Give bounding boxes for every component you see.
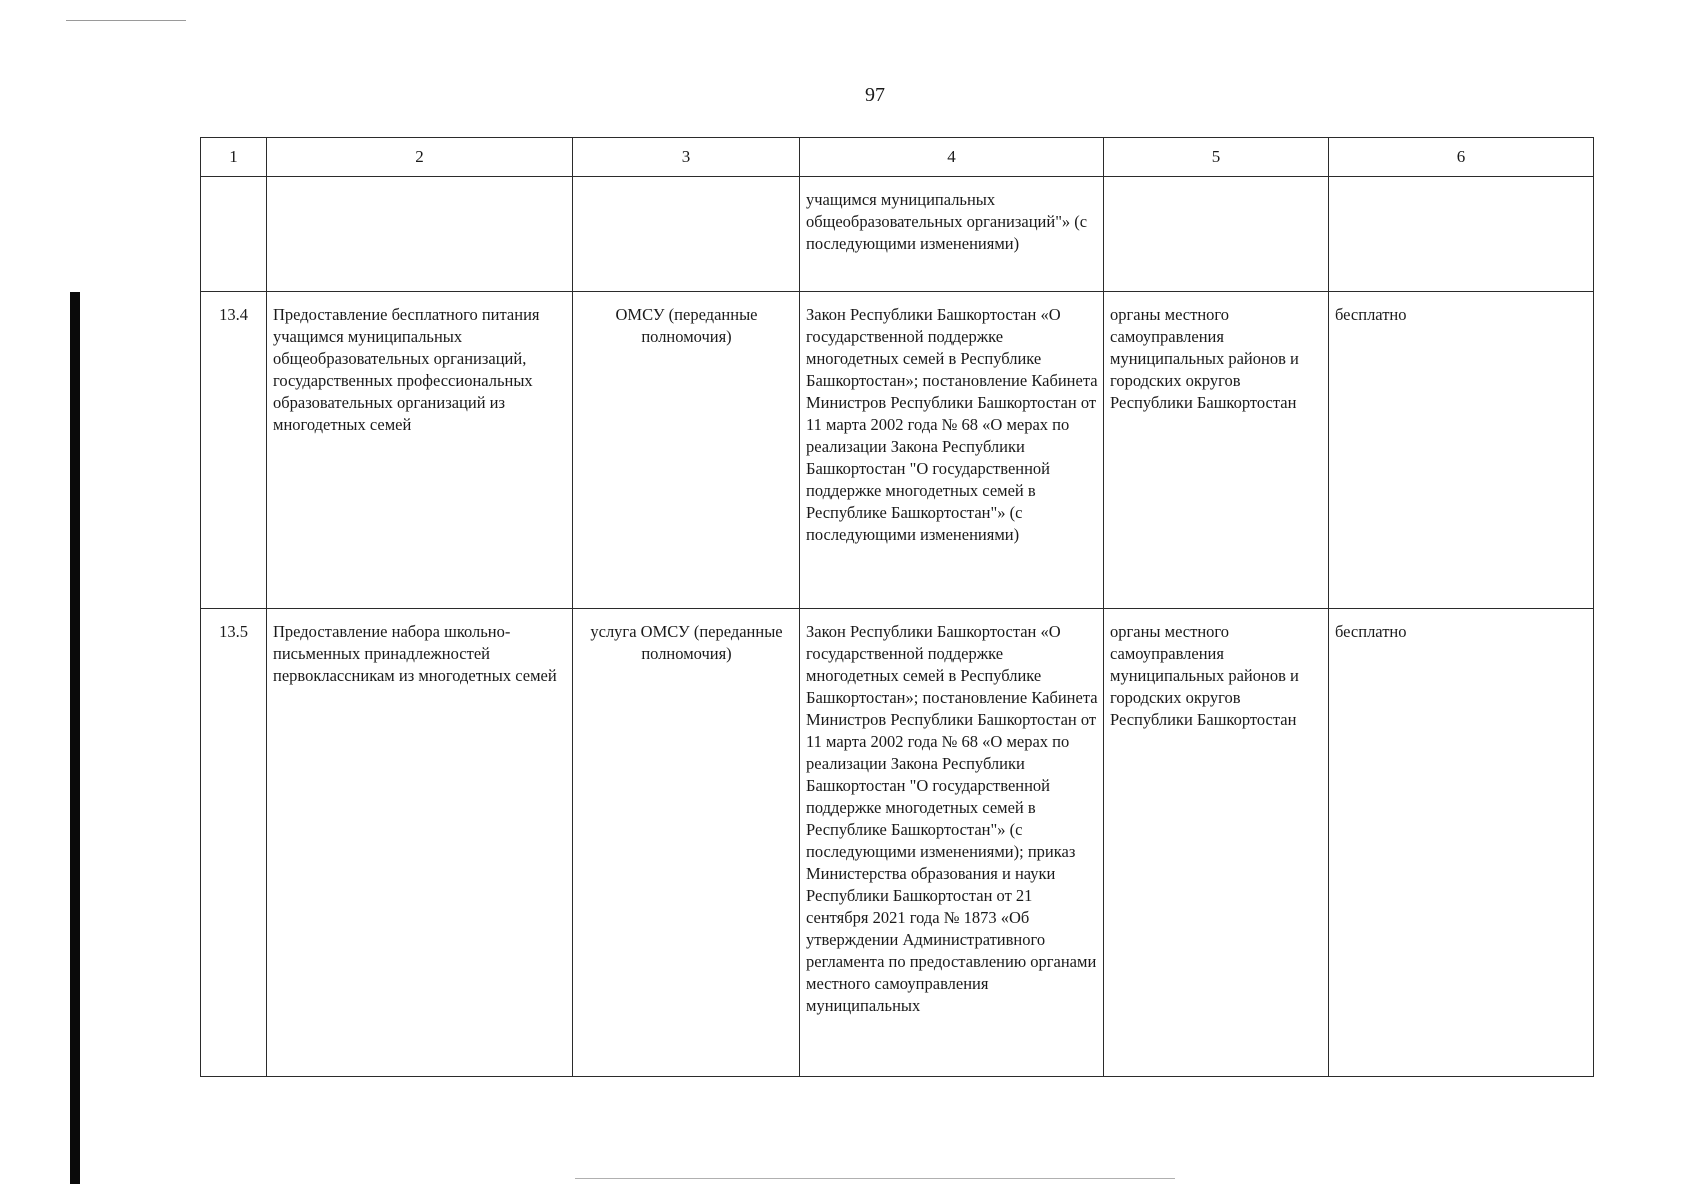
table-row-13-4 [201, 292, 1594, 609]
scan-artifact-top [66, 20, 186, 21]
row-number-cell [201, 177, 267, 292]
cost-cell [1329, 177, 1594, 292]
provider-cell: услуга ОМСУ (переданные полномочия) [573, 609, 800, 1077]
cost-cell: бесплатно [1329, 292, 1594, 609]
row-number-cell: 13.4 [201, 292, 267, 609]
provider-cell: ОМСУ (переданные полномочия) [573, 292, 800, 609]
column-header: 6 [1329, 138, 1594, 177]
services-table [200, 137, 1594, 1077]
table-header-row [201, 138, 1594, 177]
provider-cell [573, 177, 800, 292]
legal-basis-cell: учащимся муниципальных общеобразовательных организаций"» (с последующими изменениями) [800, 177, 1104, 292]
column-header: 1 [201, 138, 267, 177]
service-name-cell [267, 177, 573, 292]
service-name-cell: Предоставление бесплатного питания учащимся муниципальных общеобразовательных организаций, государственных профессиональных образовательных организаций из многодетных семей [267, 292, 573, 609]
table-row-continuation [201, 177, 1594, 292]
column-header: 4 [800, 138, 1104, 177]
column-header: 3 [573, 138, 800, 177]
scan-artifact-left-bar [70, 292, 80, 1184]
column-header: 2 [267, 138, 573, 177]
executor-cell: органы местного самоуправления муниципальных районов и городских округов Республики Башкортостан [1104, 292, 1329, 609]
column-header: 5 [1104, 138, 1329, 177]
scan-artifact-bottom-line [575, 1178, 1175, 1179]
executor-cell [1104, 177, 1329, 292]
service-name-cell: Предоставление набора школьно-письменных принадлежностей первоклассникам из многодетных семей [267, 609, 573, 1077]
row-number-cell: 13.5 [201, 609, 267, 1077]
legal-basis-cell: Закон Республики Башкортостан «О государственной поддержке многодетных семей в Республике Башкортостан»; постановление Кабинета Министров Республики Башкортостан от 11 марта 2002 года № 68 «О мерах по реализации Закона Республики Башкортостан "О государственной поддержке многодетных семей в Республике Башкортостан"» (с последующими изменениями) [800, 292, 1104, 609]
legal-basis-cell: Закон Республики Башкортостан «О государственной поддержке многодетных семей в Республике Башкортостан»; постановление Кабинета Министров Республики Башкортостан от 11 марта 2002 года № 68 «О мерах по реализации Закона Республики Башкортостан "О государственной поддержке многодетных семей в Республике Башкортостан"» (с последующими изменениями); приказ Министерства образования и науки Республики Башкортостан от 21 сентября 2021 года № 1873 «Об утверждении Административного регламента по предоставлению органами местного самоуправления муниципальных [800, 609, 1104, 1077]
executor-cell: органы местного самоуправления муниципальных районов и городских округов Республики Башкортостан [1104, 609, 1329, 1077]
cost-cell: бесплатно [1329, 609, 1594, 1077]
table-row-13-5 [201, 609, 1594, 1077]
page-number: 97 [865, 84, 885, 106]
